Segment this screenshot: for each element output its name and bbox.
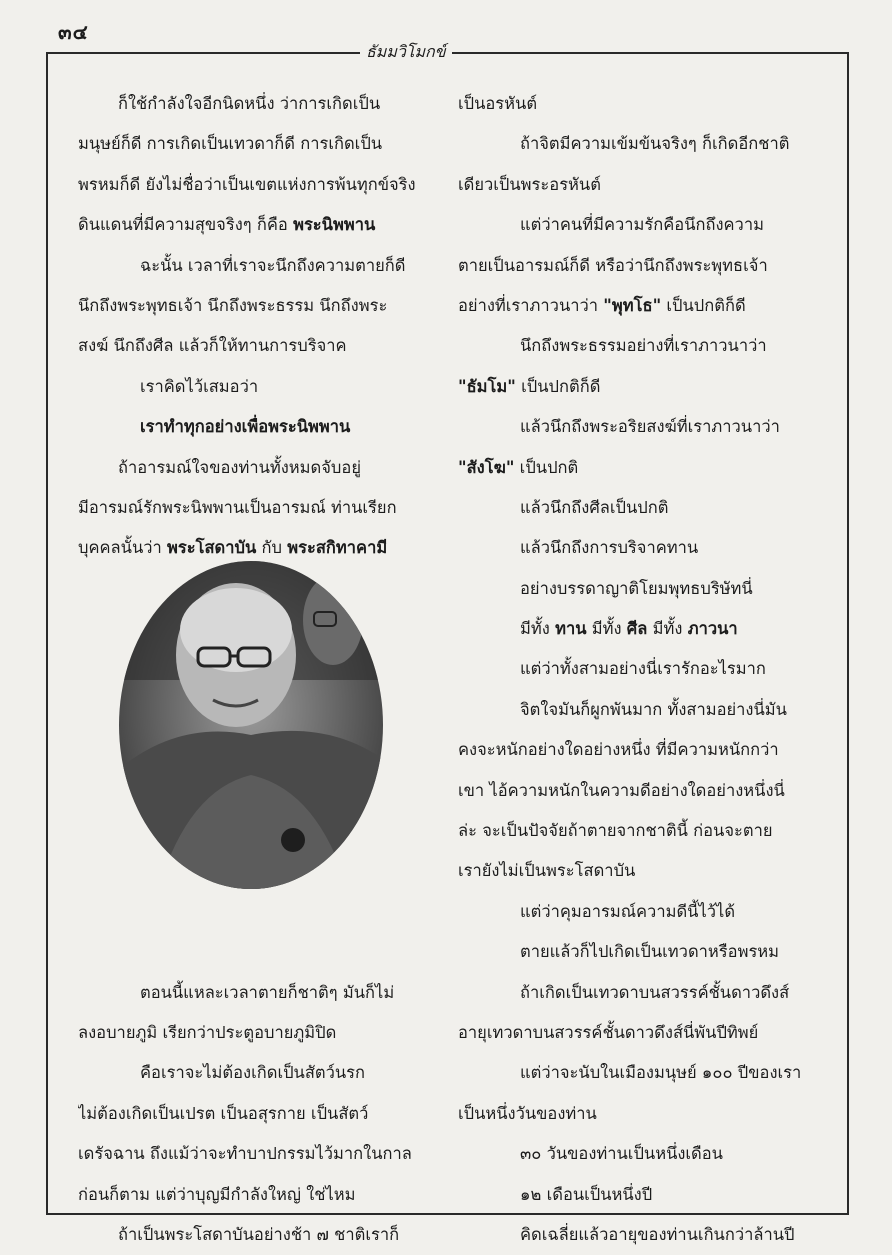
text-line [458, 1094, 814, 1134]
right-column [458, 84, 814, 1255]
text-line [458, 1175, 814, 1215]
text-run: ตอนนี้แหละเวลาตายก็ชาติๆ มันก็ไม่ [140, 982, 395, 1002]
text-run: กับ [256, 538, 288, 558]
text-run: มีทั้ง [520, 619, 556, 639]
text-run: ถ้าอารมณ์ใจของท่านทั้งหมดจับอยู่ [118, 457, 361, 477]
bold-text: พระนิพพาน [293, 215, 376, 235]
text-run: ดินแดนที่มีความสุขจริงๆ ก็คือ [78, 215, 294, 235]
text-run: อย่างบรรดาญาติโยมพุทธบริษัทนี่ [520, 578, 753, 598]
text-run: นึกถึงพระพุทธเจ้า นึกถึงพระธรรม นึกถึงพระ [78, 295, 388, 315]
text-line [78, 1053, 434, 1093]
text-line [78, 1215, 434, 1255]
bold-text: "ธัมโม" [458, 376, 516, 396]
text-run: เป็นหนึ่งวันของท่าน [458, 1103, 597, 1123]
text-line [458, 851, 814, 891]
text-line [78, 973, 434, 1013]
text-run: ๓๐ วันของท่านเป็นหนึ่งเดือน [520, 1144, 723, 1164]
text-line [458, 690, 814, 730]
text-run: ตายเป็นอารมณ์ก็ดี หรือว่านึกถึงพระพุทธเจ้า [458, 255, 768, 275]
text-run: เราทำทุกอย่างเพื่อพระนิพพาน [140, 417, 351, 437]
text-line [78, 1175, 434, 1215]
text-line [458, 811, 814, 851]
text-run: ถ้าเป็นพระโสดาบันอย่างช้า ๗ ชาติเราก็ [118, 1225, 400, 1245]
text-run: ฉะนั้น เวลาที่เราจะนึกถึงความตายก็ดี [140, 255, 406, 275]
text-line [458, 1134, 814, 1174]
text-run: คือเราจะไม่ต้องเกิดเป็นสัตว์นรก [140, 1063, 366, 1083]
text-line [458, 973, 814, 1013]
page-number: ๓๔ [58, 20, 89, 44]
text-line [78, 1094, 434, 1134]
text-run: เป็นปกติก็ดี [515, 376, 601, 396]
bold-text: พระสกิทาคามี [287, 538, 388, 558]
text-run: บุคคลนั้นว่า [78, 538, 167, 558]
text-line [78, 205, 434, 245]
text-run: มีทั้ง [586, 619, 627, 639]
text-run: เดียวเป็นพระอรหันต์ [458, 174, 601, 194]
bold-text: ทาน [555, 619, 587, 639]
running-head: ธัมมวิโมกข์ [360, 40, 452, 65]
text-run: อายุเทวดาบนสวรรค์ชั้นดาวดึงส์นี่พันปีทิพย์ [458, 1022, 759, 1042]
text-run: เขา ไอ้ความหนักในความดีอย่างใดอย่างหนึ่งนี่ [458, 780, 785, 800]
text-line [458, 367, 814, 407]
text-line [458, 730, 814, 770]
text-line [78, 488, 434, 528]
text-run: เดรัจฉาน ถึงแม้ว่าจะทำบาปกรรมไว้มากในกาล [78, 1144, 412, 1164]
text-line [78, 448, 434, 488]
text-line [78, 124, 434, 164]
text-run: ล่ะ จะเป็นปัจจัยถ้าตายจากชาตินี้ ก่อนจะตาย [458, 821, 773, 841]
text-run: คิดเฉลี่ยแล้วอายุของท่านเกินกว่าล้านปี [520, 1224, 795, 1244]
text-run: ๑๒ เดือนเป็นหนึ่งปี [520, 1184, 653, 1204]
text-line [78, 246, 434, 286]
text-run: เป็นปกติ [514, 457, 579, 477]
text-run: มีทั้ง [647, 619, 688, 639]
text-run: เป็นปกติก็ดี [661, 295, 746, 315]
text-line [78, 286, 434, 326]
bold-text: "สังโฆ" [458, 457, 515, 477]
text-line [458, 286, 814, 326]
text-run: คงจะหนักอย่างใดอย่างหนึ่ง ที่มีความหนักกว่า [458, 740, 779, 760]
text-run: เราคิดไว้เสมอว่า [140, 376, 259, 396]
text-run: แล้วนึกถึงพระอริยสงฆ์ที่เราภาวนาว่า [520, 417, 780, 437]
text-run: แต่ว่าคนที่มีความรักคือนึกถึงความ [520, 215, 764, 235]
text-line [78, 165, 434, 205]
text-line [78, 84, 434, 124]
text-line [78, 326, 434, 366]
text-run: สงฆ์ นึกถึงศีล แล้วก็ให้ทานการบริจาค [78, 336, 347, 356]
text-run: มีอารมณ์รักพระนิพพานเป็นอารมณ์ ท่านเรียก [78, 497, 397, 517]
text-line [458, 932, 814, 972]
text-line [458, 609, 814, 649]
text-line [78, 407, 434, 447]
text-line [458, 569, 814, 609]
text-line [78, 367, 434, 407]
bold-text: ศีล [626, 619, 648, 639]
text-line [458, 205, 814, 245]
text-run: พรหมก็ดี ยังไม่ชื่อว่าเป็นเขตแห่งการพ้นทุกข์จริง [78, 174, 416, 194]
text-line [458, 448, 814, 488]
text-line [458, 165, 814, 205]
text-line [458, 124, 814, 164]
text-run: ถ้าจิตมีความเข้มข้นจริงๆ ก็เกิดอีกชาติ [520, 134, 790, 154]
bold-text: ภาวนา [687, 619, 738, 639]
bold-text: พระโสดาบัน [167, 538, 257, 558]
text-run: แล้วนึกถึงศีลเป็นปกติ [520, 497, 669, 517]
text-run: อย่างที่เราภาวนาว่า [458, 295, 604, 315]
text-run: จิตใจมันก็ผูกพันมาก ทั้งสามอย่างนี่มัน [520, 699, 787, 719]
text-line [78, 1134, 434, 1174]
text-run: มนุษย์ก็ดี การเกิดเป็นเทวดาก็ดี การเกิดเป็น [78, 134, 383, 154]
text-run: เรายังไม่เป็นพระโสดาบัน [458, 861, 636, 881]
text-line [458, 528, 814, 568]
text-run: ก่อนก็ตาม แต่ว่าบุญมีกำลังใหญ่ ใช่ไหม [78, 1184, 356, 1204]
text-run: แต่ว่าทั้งสามอย่างนี่เรารักอะไรมาก [520, 659, 766, 679]
text-line [78, 1013, 434, 1053]
text-run: แต่ว่าจะนับในเมืองมนุษย์ ๑๐๐ ปีของเรา [520, 1063, 802, 1083]
text-run: แต่ว่าคุมอารมณ์ความดีนี้ไว้ได้ [520, 901, 736, 921]
text-line [458, 488, 814, 528]
text-run: นึกถึงพระธรรมอย่างที่เราภาวนาว่า [520, 336, 767, 356]
text-run: ลงอบายภูมิ เรียกว่าประตูอบายภูมิปิด [78, 1023, 337, 1043]
text-run: แล้วนึกถึงการบริจาคทาน [520, 538, 699, 558]
text-run: ตายแล้วก็ไปเกิดเป็นเทวดาหรือพรหม [520, 942, 780, 962]
text-run: เป็นอรหันต์ [458, 94, 538, 113]
text-line [458, 771, 814, 811]
text-line [458, 84, 814, 124]
text-line [458, 407, 814, 447]
text-run: ไม่ต้องเกิดเป็นเปรต เป็นอสุรกาย เป็นสัตว์ [78, 1103, 369, 1123]
text-line [458, 246, 814, 286]
text-run: ถ้าเกิดเป็นเทวดาบนสวรรค์ชั้นดาวดึงส์ [520, 982, 790, 1002]
bold-text: "พุทโธ" [603, 295, 662, 315]
text-line [458, 1215, 814, 1255]
text-line [458, 1013, 814, 1053]
text-line [458, 649, 814, 689]
text-line [458, 892, 814, 932]
text-line [458, 326, 814, 366]
monk-portrait-photo [118, 560, 384, 890]
text-run: ก็ใช้กำลังใจอีกนิดหนึ่ง ว่าการเกิดเป็น [118, 94, 381, 113]
text-line [458, 1053, 814, 1093]
